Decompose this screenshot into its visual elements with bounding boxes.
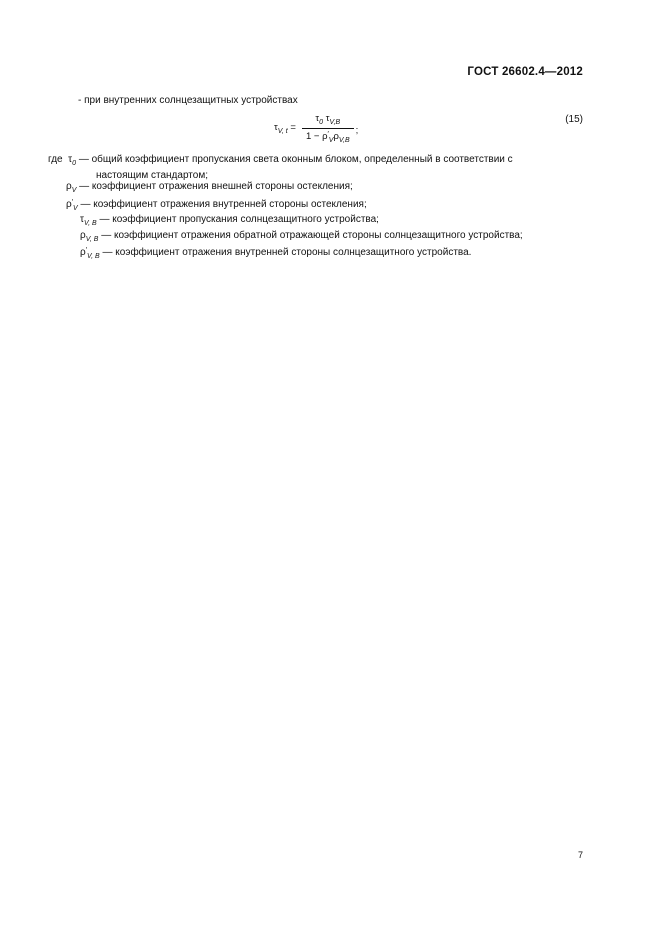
definition-item: где $\tau_0$ — общий коэффициент пропускания света оконным блоком, определенный в соответствии с	[48, 154, 583, 170]
definition-text: — коэффициент отражения внешней стороны остекления;	[79, 181, 353, 192]
formula-fraction	[302, 113, 354, 144]
definition-text: — коэффициент отражения внутренней стороны остекления;	[80, 198, 367, 210]
definition-item: $\rho_{V, B}$ — коэффициент отражения обратной отражающей стороны солнцезащитного устройства;	[80, 229, 523, 243]
formula-numerator: $\tau_0$ $\tau_{V,B}$	[315, 113, 341, 126]
document-header: ГОСТ 26602.4—2012	[467, 66, 583, 78]
formula-15	[274, 113, 358, 144]
page-number: 7	[577, 850, 583, 860]
equation-number: (15)	[565, 114, 583, 125]
definitions-list	[48, 154, 583, 263]
definition-item: $\rho'_V$ — коэффициент отражения внутренней стороны остекления;	[66, 198, 367, 212]
definition-text: — коэффициент отражения обратной отражающей стороны солнцезащитного устройства;	[101, 229, 523, 241]
formula-denominator: $1 - \rho'_V\rho_{V,B}$	[302, 128, 354, 144]
definition-item: $\tau_{V, B}$ — коэффициент пропускания солнцезащитного устройства;	[80, 214, 379, 227]
definition-text: — коэффициент пропускания солнцезащитного устройства;	[99, 214, 379, 225]
definition-item: $\rho_V$ — коэффициент отражения внешней стороны остекления;	[66, 181, 353, 194]
definition-text: — коэффициент отражения внутренней стороны солнцезащитного устройства.	[102, 247, 472, 258]
definition-item: $\rho'_{V, B}$ — коэффициент отражения внутренней стороны солнцезащитного устройства.	[80, 247, 472, 260]
where-word: где	[48, 154, 63, 165]
intro-text: - при внутренних солнцезащитных устройствах	[78, 95, 298, 106]
formula-semicolon: ;	[355, 125, 359, 136]
definition-continuation: настоящим стандартом;	[96, 169, 208, 181]
formula-lhs: $\tau_{V, t}$ =	[274, 122, 296, 135]
definition-text: — общий коэффициент пропускания света оконным блоком, определенный в соответствии с	[78, 154, 513, 165]
